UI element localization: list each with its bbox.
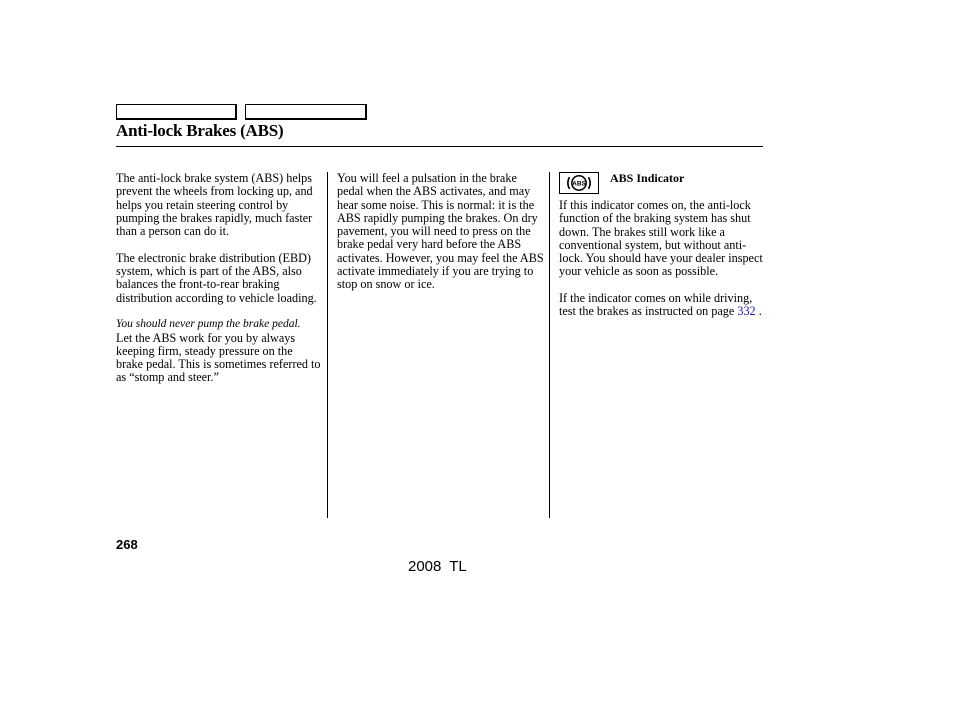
ebd-paragraph: The electronic brake distribution (EBD) system, which is part of the ABS, also balances the front-to-rear braking distribution according to vehicle loading. — [116, 250, 317, 305]
page-title: Anti-lock Brakes (ABS) — [116, 121, 284, 140]
page-number: 268 — [116, 537, 138, 552]
abs-indicator-heading: ABS Indicator — [610, 171, 685, 185]
column-divider-1 — [327, 172, 328, 518]
column-middle — [337, 172, 545, 305]
stomp-steer-text: Let the ABS work for you by always keeping firm, steady pressure on the brake pedal. This is sometimes referred to as “stomp and steer.” — [116, 330, 321, 385]
caution-text: You should never pump the brake pedal. — [116, 318, 301, 331]
page-ref-prefix: If the indicator comes on while driving, test the brakes as instructed on page — [559, 291, 753, 319]
title-divider — [116, 146, 763, 147]
indicator-driving-paragraph — [559, 292, 764, 319]
abs-indicator-icon — [559, 172, 599, 194]
pulsation-paragraph: You will feel a pulsation in the brake pedal when the ABS activates, and may hear some noise. This is normal: it is the ABS rapidly pumping the brakes. On dry pavement, you will need to press on the brake pedal very hard before the ABS activates. However, you may feel the ABS activate immediately if you are trying to stop on snow or ice. — [337, 171, 544, 292]
abs-indicator-paragraph: If this indicator comes on, the anti-lock function of the braking system has shut down. The brakes still work like a conventional system, but without anti-lock. You should have your dealer inspect your vehicle as soon as possible. — [559, 198, 763, 279]
abs-intro-paragraph: The anti-lock brake system (ABS) helps prevent the wheels from locking up, and helps you retain steering control by pumping the brakes rapidly, much faster than a person can do it. — [116, 171, 313, 239]
caution-paragraph — [116, 318, 321, 384]
nav-button-index[interactable] — [245, 104, 367, 120]
abs-icon-label: ABS — [572, 180, 586, 188]
abs-indicator-header — [559, 172, 764, 199]
column-left — [116, 172, 321, 398]
column-divider-2 — [549, 172, 550, 518]
column-right — [559, 172, 764, 332]
footer-model: 2008 TL — [408, 558, 467, 575]
page-332-link[interactable]: 332 — [737, 304, 756, 319]
nav-button-main-menu[interactable] — [116, 104, 237, 120]
page-ref-suffix: . — [758, 304, 762, 319]
